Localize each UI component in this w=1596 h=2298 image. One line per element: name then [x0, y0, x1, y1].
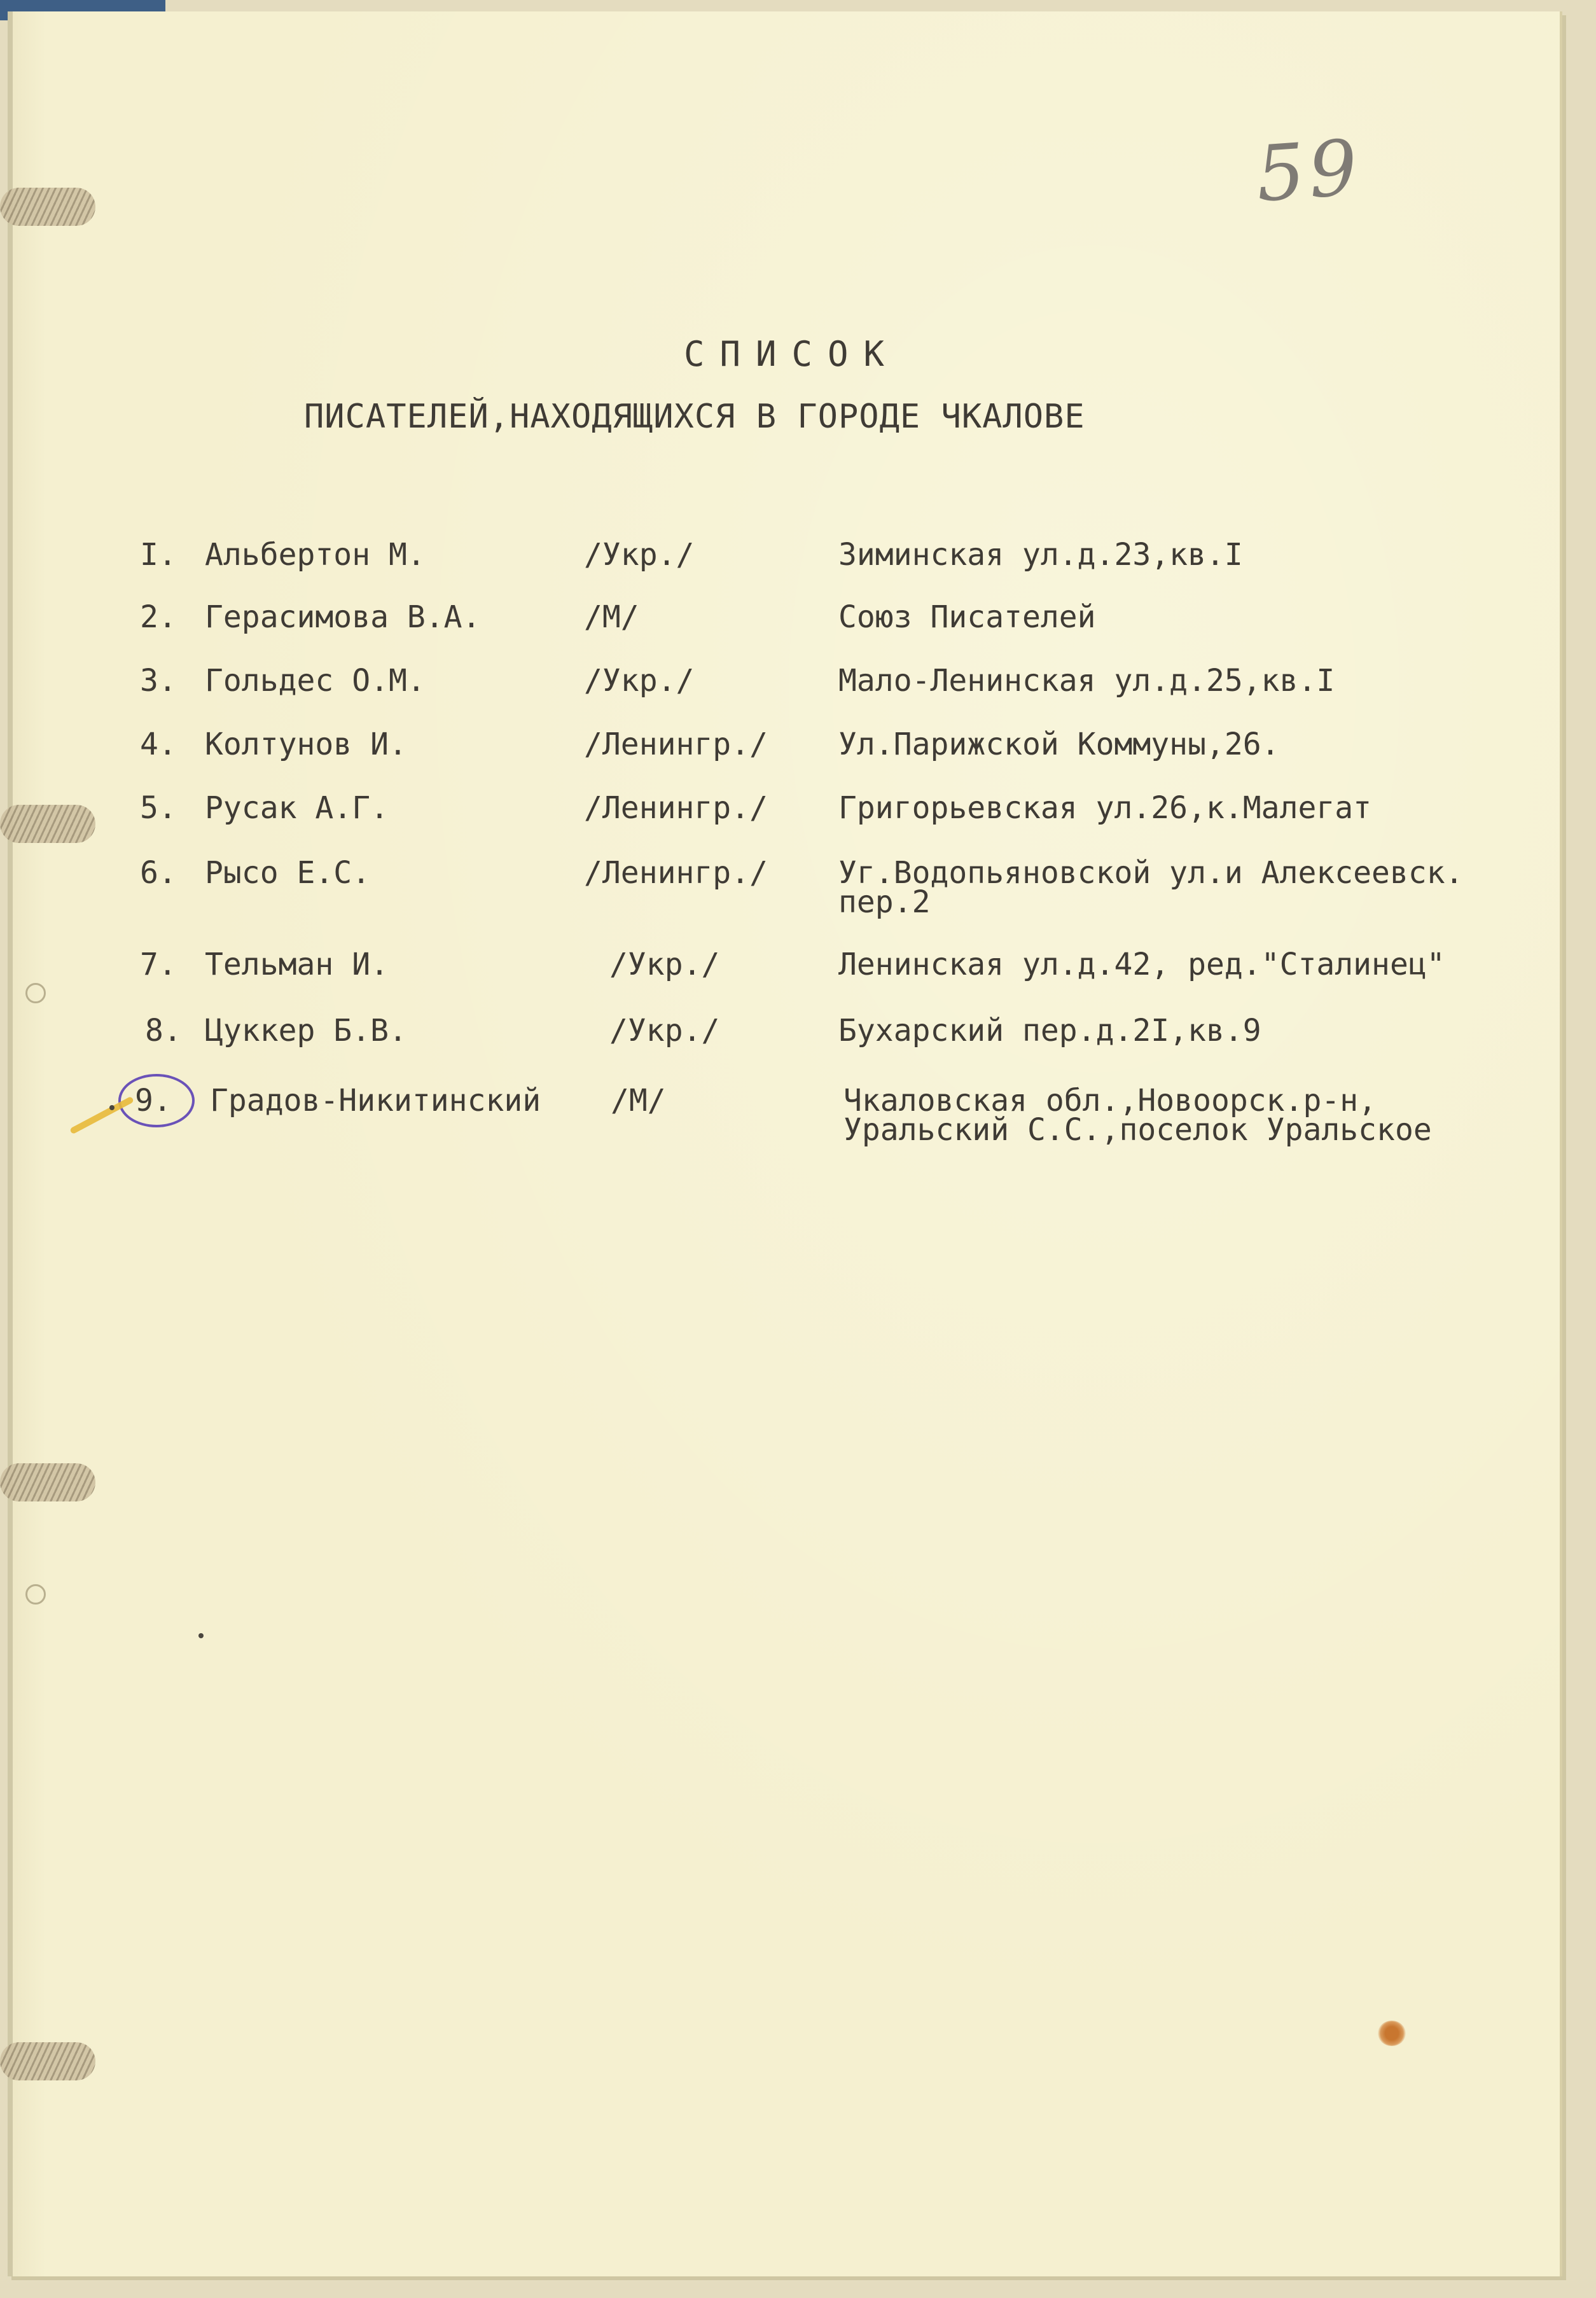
entry-number: 3. — [140, 663, 177, 699]
entry-address-line: Ленинская ул.д.42, ред."Сталинец" — [838, 947, 1445, 982]
entry-number: I. — [140, 537, 177, 573]
entry-name: Альбертон М. — [205, 537, 426, 573]
entry-name: Цуккер Б.В. — [205, 1013, 407, 1048]
entry-number: 6. — [140, 855, 177, 891]
entry-affiliation: /Ленингр./ — [584, 727, 768, 762]
entry-name: Рысо Е.С. — [205, 855, 371, 891]
entry-address — [838, 856, 1464, 919]
entry-address — [838, 601, 1096, 634]
entry-number: 9. — [135, 1083, 172, 1118]
entry-address-line: Бухарский пер.д.2I,кв.9 — [838, 1013, 1261, 1048]
entry-address-line: Ул.Парижской Коммуны,26. — [838, 727, 1280, 762]
binding-string-3 — [0, 1463, 95, 1501]
ink-dot — [109, 1105, 114, 1110]
entry-address-line: пер.2 — [838, 884, 931, 920]
entry-address-line: Чкаловская обл.,Новоорск.р-н, — [843, 1083, 1377, 1118]
entry-number: 7. — [140, 947, 177, 982]
entry-address — [843, 1084, 1432, 1146]
document-subtitle: ПИСАТЕЛЕЙ,НАХОДЯЩИХСЯ В ГОРОДЕ ЧКАЛОВЕ — [304, 398, 1085, 436]
entry-name: Русак А.Г. — [205, 790, 389, 826]
entry-number: 2. — [140, 599, 177, 635]
binding-string-2 — [0, 805, 95, 843]
entry-name: Гольдес О.М. — [205, 663, 426, 699]
entry-affiliation: /Ленингр./ — [584, 790, 768, 826]
entry-address — [838, 948, 1445, 981]
entry-affiliation: /М/ — [611, 1083, 666, 1118]
ink-dot — [198, 1633, 204, 1638]
entry-name: Герасимова В.А. — [205, 599, 481, 635]
entry-name: Градов-Никитинский — [210, 1083, 541, 1118]
entry-affiliation: /Ленингр./ — [584, 855, 768, 891]
entry-affiliation: /Укр./ — [609, 947, 720, 982]
entry-affiliation: /Укр./ — [609, 1013, 720, 1048]
binding-string-4 — [0, 2042, 95, 2080]
entry-address-line: Уг.Водопьяновской ул.и Алексеевск. — [838, 855, 1464, 891]
entry-address-line: Григорьевская ул.26,к.Малегат — [838, 790, 1372, 826]
entry-address — [838, 664, 1335, 697]
entry-address — [838, 728, 1280, 761]
entry-name: Тельман И. — [205, 947, 389, 982]
entry-address-line: Союз Писателей — [838, 599, 1096, 635]
entry-address — [838, 791, 1371, 825]
binding-hole-2 — [25, 1584, 46, 1605]
page-number: 59 — [1253, 123, 1364, 219]
entry-number: 5. — [140, 790, 177, 826]
entry-number: 4. — [140, 727, 177, 762]
binding-hole-1 — [25, 983, 46, 1003]
entry-address-line: Уральский С.С.,поселок Уральское — [843, 1112, 1432, 1148]
entry-name: Колтунов И. — [205, 727, 407, 762]
entry-address — [838, 1014, 1261, 1047]
entry-affiliation: /М/ — [584, 599, 639, 635]
document-title: СПИСОК — [684, 334, 900, 374]
entry-address-line: Зиминская ул.д.23,кв.I — [838, 537, 1243, 573]
paper-stain — [1378, 2021, 1406, 2046]
entry-affiliation: /Укр./ — [584, 663, 695, 699]
entry-number: 8. — [145, 1013, 182, 1048]
entry-affiliation: /Укр./ — [584, 537, 695, 573]
entry-address — [838, 538, 1243, 571]
binding-string-1 — [0, 188, 95, 226]
entry-address-line: Мало-Ленинская ул.д.25,кв.I — [838, 663, 1335, 699]
page-spine — [8, 11, 13, 2276]
